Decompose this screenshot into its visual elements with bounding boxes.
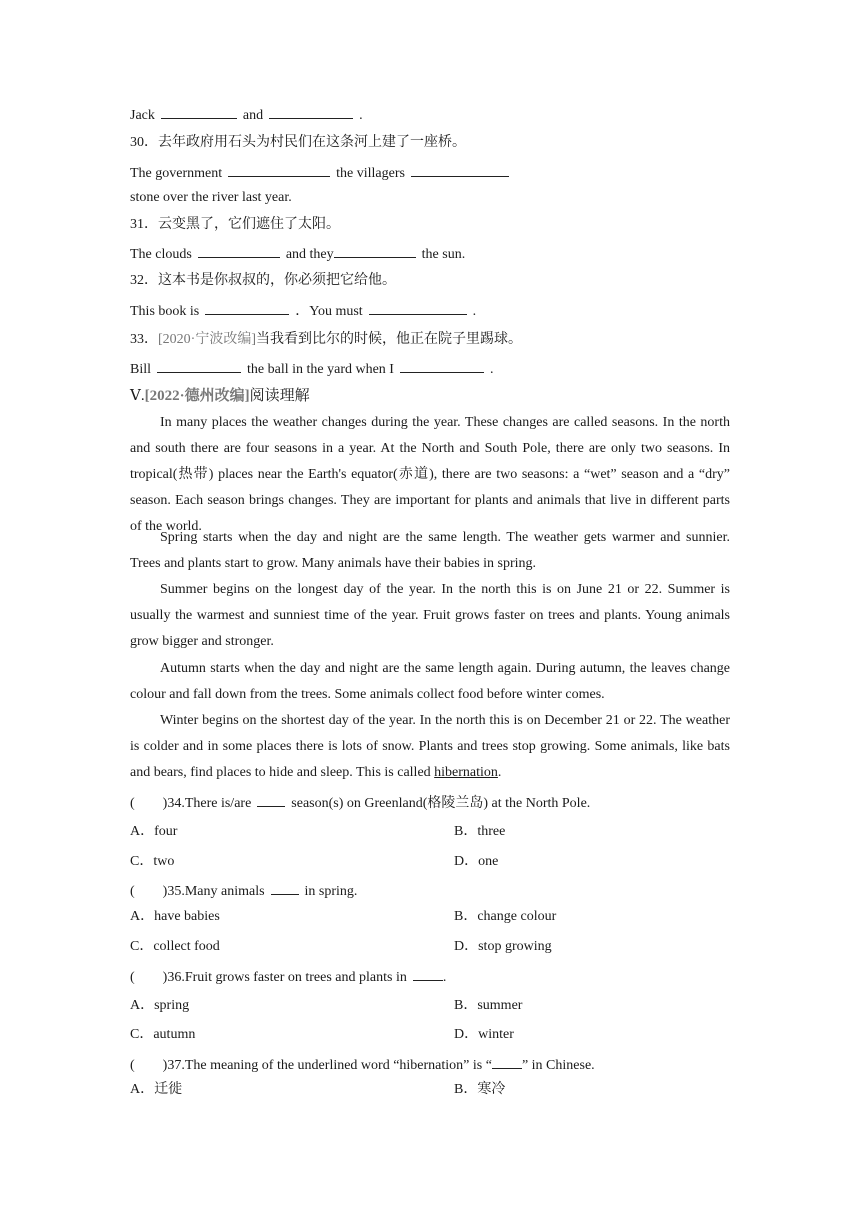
q36-stem-a: ( )36.Fruit grows faster on trees and plants in [130, 970, 407, 985]
q31-text-a: The clouds [130, 247, 192, 262]
q31-chinese: 31．云变黑了，它们遮住了太阳。 [130, 217, 340, 232]
q31-english-line [130, 243, 465, 265]
q29-english-line: Jack and . [130, 104, 363, 126]
q34-option-a[interactable]: A．four [130, 824, 178, 839]
q35-option-b[interactable]: B．change colour [454, 909, 557, 924]
q32-blank-1[interactable] [205, 300, 289, 315]
section-number: Ⅴ. [130, 388, 145, 404]
q30-chinese: 30．去年政府用石头为村民们在这条河上建了一座桥。 [130, 135, 466, 150]
q31-text-c: the sun. [421, 247, 466, 262]
q34-option-d[interactable]: D．one [454, 854, 499, 869]
q29-text-b: and [242, 108, 264, 123]
q29-blank-2[interactable] [269, 104, 353, 119]
q32-blank-2[interactable] [369, 300, 467, 315]
q36-option-b[interactable]: B．summer [454, 998, 523, 1013]
section-heading [130, 386, 310, 406]
q36-stem-b: . [442, 970, 447, 985]
q30-text-a: The government [130, 166, 223, 181]
q32-text-a: This book is [130, 304, 200, 319]
q35-stem-a: ( )35.Many animals [130, 884, 265, 899]
q34-stem-a: ( )34.There is/are [130, 796, 252, 811]
q34-option-c[interactable]: C．two [130, 854, 175, 869]
q33-text-a: Bill [130, 362, 152, 377]
q32-english-line: This book is ．You must . [130, 300, 476, 322]
section-source: [2022·德州改编] [144, 388, 250, 404]
q32-chinese: 32．这本书是你叔叔的，你必须把它给他。 [130, 273, 396, 288]
q36-option-d[interactable]: D．winter [454, 1027, 514, 1042]
passage-paragraph-3: Summer begins on the longest day of the year. In the north this is on June 21 or 22. Summer is usually the warmest and sunniest time of the year. Fruit grows faster on trees and plants. Young animals grow bigger and stronger. [130, 582, 730, 649]
q29-text-a: Jack [130, 108, 155, 123]
q36-stem [130, 966, 446, 988]
paragraph-5-end: . [497, 765, 502, 780]
passage-paragraph-4: Autumn starts when the day and night are the same length again. During autumn, the leaves change colour and fall down from the trees. Some animals collect food before winter comes. [130, 661, 730, 702]
q30-english-tail: stone over the river last year. [130, 190, 292, 205]
passage-paragraph-2: Spring starts when the day and night are the same length. The weather gets warmer and sunnier. Trees and plants start to grow. Many animals have their babies in spring. [130, 530, 730, 571]
q33-english-line: Bill the ball in the yard when I . [130, 358, 493, 380]
q33-number: 33． [130, 332, 158, 347]
q33-blank-1[interactable] [157, 358, 241, 373]
q30-english-line [130, 162, 515, 184]
q31-blank-2[interactable] [334, 243, 416, 258]
q37-option-a[interactable]: A．迁徙 [130, 1082, 183, 1097]
q35-option-a[interactable]: A．have babies [130, 909, 220, 924]
q36-blank[interactable] [413, 966, 443, 981]
q37-stem [130, 1054, 595, 1076]
q33-chinese: 当我看到比尔的时候，他正在院子里踢球。 [256, 332, 522, 347]
q31-text-b: and they [285, 247, 334, 262]
q33-blank-2[interactable] [400, 358, 484, 373]
paragraph-5-text: Winter begins on the shortest day of the year. In the north this is on December 21 or 22. The weather is colder and in some places there is lots of snow. Plants and trees stop growing. Some animals, like bats and bears, find places to hide and sleep. This is called [130, 713, 730, 780]
q34-stem-b: season(s) on Greenland(格陵兰岛) at the North Pole. [291, 796, 591, 811]
q34-option-b[interactable]: B．three [454, 824, 506, 839]
section-title: 阅读理解 [249, 388, 310, 404]
q37-stem-a: ( )37.The meaning of the underlined word “hibernation” is “ [130, 1058, 492, 1073]
q32-text-b: ．You must [295, 304, 363, 319]
q36-option-a[interactable]: A．spring [130, 998, 190, 1013]
q30-blank-1[interactable] [228, 162, 330, 177]
q35-option-d[interactable]: D．stop growing [454, 939, 552, 954]
q33-text-b: the ball in the yard when I [247, 362, 394, 377]
q37-blank[interactable] [492, 1054, 522, 1069]
q29-blank-1[interactable] [161, 104, 237, 119]
q35-stem-b: in spring. [304, 884, 358, 899]
q31-blank-1[interactable] [198, 243, 280, 258]
q30-text-b: the villagers [336, 166, 405, 181]
underlined-word: hibernation [434, 765, 498, 780]
q34-stem [130, 792, 590, 814]
q35-option-c[interactable]: C．collect food [130, 939, 220, 954]
q34-blank[interactable] [257, 792, 285, 807]
q37-stem-b: ” in Chinese. [521, 1058, 595, 1073]
q36-option-c[interactable]: C．autumn [130, 1027, 196, 1042]
q35-blank[interactable] [271, 880, 299, 895]
q33-chinese-line [130, 330, 522, 350]
q37-option-b[interactable]: B．寒冷 [454, 1082, 506, 1097]
q33-source: [2020·宁波改编] [158, 332, 256, 347]
passage-paragraph-1: In many places the weather changes during the year. These changes are called seasons. In the north and south there are four seasons in a year. At the North and South Pole, there are only two seasons. In tropical(热带) places near the Earth's equator(赤道), there are two seasons: a “wet” season and a “dry” season. Each season brings changes. They are important for plants and animals that live in different parts of the world. [130, 415, 730, 534]
passage-paragraph-5 [130, 708, 730, 786]
q30-blank-2[interactable] [411, 162, 509, 177]
q35-stem [130, 880, 357, 902]
